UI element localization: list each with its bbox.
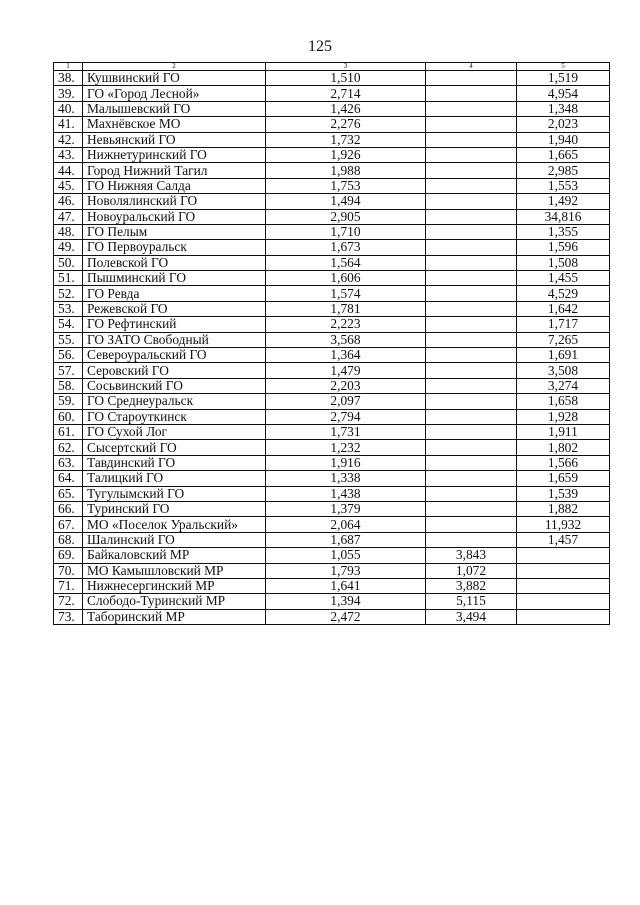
municipality-name-cell: Сосьвинский ГО [83, 378, 266, 393]
row-number-cell: 71. [54, 578, 83, 593]
table-row [54, 71, 610, 86]
municipality-name-cell: Шалинский ГО [83, 532, 266, 547]
row-number-cell: 67. [54, 517, 83, 532]
municipality-name-cell: Слободо-Туринский МР [83, 594, 266, 609]
table-row [54, 147, 610, 162]
column-5-value-cell: 2,985 [517, 163, 610, 178]
table-row [54, 224, 610, 239]
row-number-cell: 53. [54, 301, 83, 316]
column-3-value-cell: 2,223 [266, 317, 426, 332]
column-4-value-cell: 5,115 [426, 594, 517, 609]
row-number-cell: 63. [54, 455, 83, 470]
row-number-cell: 70. [54, 563, 83, 578]
municipality-name-cell: Североуральский ГО [83, 348, 266, 363]
table-row [54, 486, 610, 501]
column-5-value-cell: 1,665 [517, 147, 610, 162]
municipality-name-cell: ГО Ревда [83, 286, 266, 301]
table-row [54, 286, 610, 301]
municipality-name-cell: ГО Среднеуральск [83, 394, 266, 409]
municipality-name-cell: Туринский ГО [83, 501, 266, 516]
column-5-value-cell: 1,455 [517, 271, 610, 286]
municipality-name-cell: Серовский ГО [83, 363, 266, 378]
table-row [54, 271, 610, 286]
column-5-value-cell: 1,717 [517, 317, 610, 332]
row-number-cell: 65. [54, 486, 83, 501]
column-4-value-cell [426, 240, 517, 255]
column-5-value-cell: 4,954 [517, 86, 610, 101]
column-5-value-cell: 3,508 [517, 363, 610, 378]
municipality-name-cell: ГО Рефтинский [83, 317, 266, 332]
table-row [54, 363, 610, 378]
column-5-value-cell: 1,596 [517, 240, 610, 255]
column-5-value-cell [517, 578, 610, 593]
municipality-name-cell: Талицкий ГО [83, 471, 266, 486]
table-row [54, 178, 610, 193]
row-number-cell: 43. [54, 147, 83, 162]
municipality-name-cell: Новолялинский ГО [83, 194, 266, 209]
municipality-name-cell: Байкаловский МР [83, 548, 266, 563]
row-number-cell: 47. [54, 209, 83, 224]
column-3-value-cell: 1,426 [266, 101, 426, 116]
column-5-value-cell: 1,882 [517, 501, 610, 516]
column-header-4: 4 [426, 63, 517, 71]
column-4-value-cell [426, 101, 517, 116]
column-4-value-cell [426, 194, 517, 209]
column-3-value-cell: 1,673 [266, 240, 426, 255]
row-number-cell: 42. [54, 132, 83, 147]
municipality-name-cell: ГО Нижняя Салда [83, 178, 266, 193]
column-5-value-cell [517, 548, 610, 563]
column-4-value-cell [426, 147, 517, 162]
column-header-1: 1 [54, 63, 83, 71]
table-row [54, 594, 610, 609]
column-3-value-cell: 1,916 [266, 455, 426, 470]
row-number-cell: 64. [54, 471, 83, 486]
row-number-cell: 51. [54, 271, 83, 286]
column-5-value-cell: 1,553 [517, 178, 610, 193]
table-row [54, 440, 610, 455]
column-4-value-cell [426, 455, 517, 470]
table-row [54, 163, 610, 178]
column-header-2: 2 [83, 63, 266, 71]
row-number-cell: 66. [54, 501, 83, 516]
table-row [54, 301, 610, 316]
municipality-name-cell: Режевской ГО [83, 301, 266, 316]
column-5-value-cell: 1,911 [517, 424, 610, 439]
table-row [54, 86, 610, 101]
column-3-value-cell: 3,568 [266, 332, 426, 347]
column-3-value-cell: 1,379 [266, 501, 426, 516]
column-4-value-cell: 3,882 [426, 578, 517, 593]
column-5-value-cell: 1,802 [517, 440, 610, 455]
column-5-value-cell: 1,658 [517, 394, 610, 409]
column-4-value-cell [426, 409, 517, 424]
column-5-value-cell: 11,932 [517, 517, 610, 532]
column-3-value-cell: 2,905 [266, 209, 426, 224]
row-number-cell: 49. [54, 240, 83, 255]
column-3-value-cell: 2,714 [266, 86, 426, 101]
column-4-value-cell [426, 301, 517, 316]
municipality-name-cell: Тугулымский ГО [83, 486, 266, 501]
data-table [53, 62, 610, 625]
column-3-value-cell: 1,731 [266, 424, 426, 439]
table-row [54, 117, 610, 132]
column-5-value-cell: 1,519 [517, 71, 610, 86]
column-4-value-cell [426, 209, 517, 224]
column-3-value-cell: 1,055 [266, 548, 426, 563]
column-5-value-cell: 1,457 [517, 532, 610, 547]
row-number-cell: 60. [54, 409, 83, 424]
column-5-value-cell: 1,508 [517, 255, 610, 270]
row-number-cell: 41. [54, 117, 83, 132]
column-3-value-cell: 1,338 [266, 471, 426, 486]
municipality-name-cell: Пышминский ГО [83, 271, 266, 286]
table-row [54, 517, 610, 532]
municipality-name-cell: ГО «Город Лесной» [83, 86, 266, 101]
column-3-value-cell: 1,781 [266, 301, 426, 316]
table-row [54, 378, 610, 393]
column-3-value-cell: 1,574 [266, 286, 426, 301]
header-row [54, 63, 610, 71]
column-3-value-cell: 1,232 [266, 440, 426, 455]
column-4-value-cell [426, 117, 517, 132]
column-3-value-cell: 1,988 [266, 163, 426, 178]
column-3-value-cell: 1,394 [266, 594, 426, 609]
table-row [54, 317, 610, 332]
column-3-value-cell: 2,203 [266, 378, 426, 393]
column-3-value-cell: 1,564 [266, 255, 426, 270]
municipality-name-cell: Кушвинский ГО [83, 71, 266, 86]
column-3-value-cell: 1,793 [266, 563, 426, 578]
column-4-value-cell [426, 132, 517, 147]
column-5-value-cell: 1,642 [517, 301, 610, 316]
municipality-name-cell: Город Нижний Тагил [83, 163, 266, 178]
column-4-value-cell [426, 471, 517, 486]
column-4-value-cell [426, 486, 517, 501]
column-5-value-cell: 7,265 [517, 332, 610, 347]
page-number: 125 [308, 38, 332, 55]
table-row [54, 255, 610, 270]
column-4-value-cell [426, 224, 517, 239]
table-row [54, 455, 610, 470]
table-row [54, 563, 610, 578]
row-number-cell: 72. [54, 594, 83, 609]
table-row [54, 532, 610, 547]
column-3-value-cell: 1,753 [266, 178, 426, 193]
column-4-value-cell [426, 86, 517, 101]
table-row [54, 132, 610, 147]
column-4-value-cell [426, 517, 517, 532]
column-3-value-cell: 1,606 [266, 271, 426, 286]
column-4-value-cell [426, 363, 517, 378]
municipality-name-cell: Полевской ГО [83, 255, 266, 270]
row-number-cell: 73. [54, 609, 83, 624]
municipality-name-cell: Тавдинский ГО [83, 455, 266, 470]
row-number-cell: 39. [54, 86, 83, 101]
column-4-value-cell [426, 178, 517, 193]
row-number-cell: 45. [54, 178, 83, 193]
row-number-cell: 52. [54, 286, 83, 301]
row-number-cell: 61. [54, 424, 83, 439]
municipality-name-cell: Нижнесергинский МР [83, 578, 266, 593]
municipality-name-cell: ГО Сухой Лог [83, 424, 266, 439]
table-row [54, 348, 610, 363]
column-3-value-cell: 1,364 [266, 348, 426, 363]
column-3-value-cell: 1,438 [266, 486, 426, 501]
column-4-value-cell: 3,843 [426, 548, 517, 563]
table-row [54, 578, 610, 593]
column-3-value-cell: 2,472 [266, 609, 426, 624]
column-5-value-cell: 4,529 [517, 286, 610, 301]
row-number-cell: 58. [54, 378, 83, 393]
table-row [54, 101, 610, 116]
column-4-value-cell [426, 163, 517, 178]
row-number-cell: 46. [54, 194, 83, 209]
column-3-value-cell: 2,276 [266, 117, 426, 132]
municipality-name-cell: ГО Пелым [83, 224, 266, 239]
row-number-cell: 59. [54, 394, 83, 409]
column-4-value-cell [426, 394, 517, 409]
table-row [54, 409, 610, 424]
municipality-name-cell: Нижнетуринский ГО [83, 147, 266, 162]
column-4-value-cell [426, 532, 517, 547]
column-5-value-cell: 3,274 [517, 378, 610, 393]
row-number-cell: 56. [54, 348, 83, 363]
row-number-cell: 54. [54, 317, 83, 332]
column-4-value-cell [426, 348, 517, 363]
column-5-value-cell: 1,928 [517, 409, 610, 424]
column-4-value-cell [426, 271, 517, 286]
municipality-name-cell: Новоуральский ГО [83, 209, 266, 224]
table-row [54, 471, 610, 486]
municipality-name-cell: Сысертский ГО [83, 440, 266, 455]
column-5-value-cell [517, 594, 610, 609]
column-3-value-cell: 1,732 [266, 132, 426, 147]
column-4-value-cell [426, 378, 517, 393]
municipality-name-cell: Малышевский ГО [83, 101, 266, 116]
table-row [54, 424, 610, 439]
column-4-value-cell [426, 71, 517, 86]
row-number-cell: 38. [54, 71, 83, 86]
table-row [54, 194, 610, 209]
table-row [54, 501, 610, 516]
column-5-value-cell: 1,659 [517, 471, 610, 486]
row-number-cell: 48. [54, 224, 83, 239]
column-3-value-cell: 1,641 [266, 578, 426, 593]
column-4-value-cell: 3,494 [426, 609, 517, 624]
column-3-value-cell: 1,926 [266, 147, 426, 162]
column-3-value-cell: 1,510 [266, 71, 426, 86]
column-5-value-cell: 1,539 [517, 486, 610, 501]
column-5-value-cell: 1,691 [517, 348, 610, 363]
column-5-value-cell: 34,816 [517, 209, 610, 224]
column-4-value-cell [426, 286, 517, 301]
column-5-value-cell: 2,023 [517, 117, 610, 132]
table-body [54, 71, 610, 625]
column-5-value-cell: 1,940 [517, 132, 610, 147]
municipality-name-cell: ГО ЗАТО Свободный [83, 332, 266, 347]
row-number-cell: 57. [54, 363, 83, 378]
column-4-value-cell [426, 317, 517, 332]
table-row [54, 209, 610, 224]
row-number-cell: 62. [54, 440, 83, 455]
row-number-cell: 50. [54, 255, 83, 270]
column-3-value-cell: 1,494 [266, 194, 426, 209]
column-4-value-cell [426, 440, 517, 455]
column-3-value-cell: 2,794 [266, 409, 426, 424]
column-4-value-cell: 1,072 [426, 563, 517, 578]
column-4-value-cell [426, 501, 517, 516]
table-row [54, 240, 610, 255]
column-4-value-cell [426, 332, 517, 347]
column-5-value-cell: 1,348 [517, 101, 610, 116]
table-row [54, 394, 610, 409]
municipality-name-cell: ГО Староуткинск [83, 409, 266, 424]
table-row [54, 332, 610, 347]
column-3-value-cell: 2,064 [266, 517, 426, 532]
column-5-value-cell: 1,355 [517, 224, 610, 239]
column-header-3: 3 [266, 63, 426, 71]
column-5-value-cell: 1,566 [517, 455, 610, 470]
row-number-cell: 68. [54, 532, 83, 547]
column-header-5: 5 [517, 63, 610, 71]
row-number-cell: 69. [54, 548, 83, 563]
municipality-name-cell: Махнёвское МО [83, 117, 266, 132]
municipality-name-cell: МО Камышловский МР [83, 563, 266, 578]
column-5-value-cell [517, 609, 610, 624]
column-5-value-cell [517, 563, 610, 578]
municipality-name-cell: МО «Поселок Уральский» [83, 517, 266, 532]
row-number-cell: 55. [54, 332, 83, 347]
municipality-name-cell: Таборинский МР [83, 609, 266, 624]
column-4-value-cell [426, 424, 517, 439]
municipality-name-cell: Невьянский ГО [83, 132, 266, 147]
column-3-value-cell: 1,479 [266, 363, 426, 378]
column-3-value-cell: 1,710 [266, 224, 426, 239]
row-number-cell: 44. [54, 163, 83, 178]
column-5-value-cell: 1,492 [517, 194, 610, 209]
table-row [54, 548, 610, 563]
column-3-value-cell: 1,687 [266, 532, 426, 547]
column-4-value-cell [426, 255, 517, 270]
row-number-cell: 40. [54, 101, 83, 116]
municipality-name-cell: ГО Первоуральск [83, 240, 266, 255]
column-3-value-cell: 2,097 [266, 394, 426, 409]
table-row [54, 609, 610, 624]
